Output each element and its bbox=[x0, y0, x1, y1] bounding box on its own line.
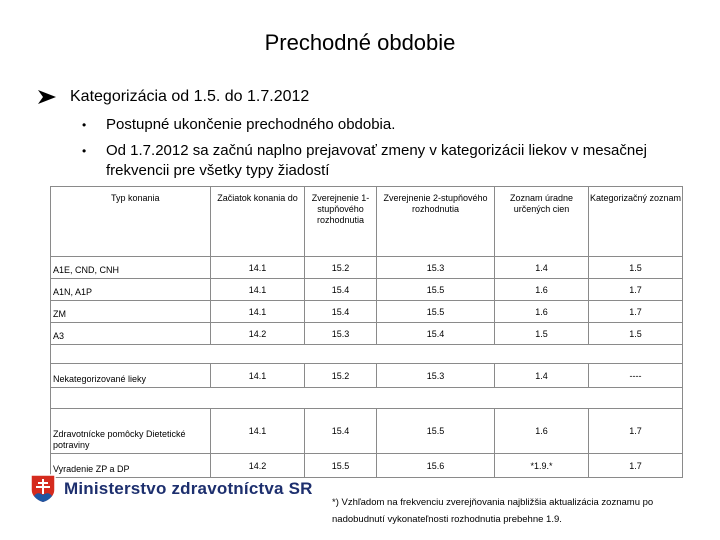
arrow-bullet-icon bbox=[38, 89, 56, 105]
table-row bbox=[51, 323, 683, 345]
spacer-cell bbox=[51, 388, 683, 409]
cell: 15.2 bbox=[305, 364, 377, 388]
table-row bbox=[51, 279, 683, 301]
cell: 14.1 bbox=[211, 257, 305, 279]
sub-bullet-1 bbox=[82, 115, 682, 135]
cell: 1.6 bbox=[495, 301, 589, 323]
header-start: Začiatok konania do bbox=[211, 187, 305, 257]
table-spacer-row bbox=[51, 345, 683, 364]
cell: 14.2 bbox=[211, 454, 305, 478]
table-row bbox=[51, 409, 683, 454]
cell: 15.3 bbox=[377, 364, 495, 388]
cell: 15.4 bbox=[377, 323, 495, 345]
cell: 1.5 bbox=[589, 257, 683, 279]
cell: 15.6 bbox=[377, 454, 495, 478]
row-label: A1E, CND, CNH bbox=[51, 257, 211, 279]
cell: 1.6 bbox=[495, 279, 589, 301]
cell: 15.5 bbox=[305, 454, 377, 478]
row-label: A1N, A1P bbox=[51, 279, 211, 301]
cell: 15.2 bbox=[305, 257, 377, 279]
row-label: ZM bbox=[51, 301, 211, 323]
cell: 15.4 bbox=[305, 301, 377, 323]
cell: 15.3 bbox=[305, 323, 377, 345]
main-bullet-text: Kategorizácia od 1.5. do 1.7.2012 bbox=[70, 88, 310, 105]
row-label: Zdravotnícke pomôcky Dietetické potraviny bbox=[51, 409, 211, 454]
page-title: Prechodné obdobie bbox=[264, 30, 456, 55]
row-label: Vyradenie ZP a DP bbox=[51, 454, 211, 478]
cell: 1.7 bbox=[589, 454, 683, 478]
cell: 15.4 bbox=[305, 409, 377, 454]
cell: ---- bbox=[589, 364, 683, 388]
cell: 14.1 bbox=[211, 279, 305, 301]
header-type: Typ konania bbox=[51, 187, 211, 257]
header-first-decision: Zverejnenie 1-stupňového rozhodnutia bbox=[305, 187, 377, 257]
table-row bbox=[51, 257, 683, 279]
categorization-table bbox=[50, 186, 683, 478]
cell: 1.4 bbox=[495, 257, 589, 279]
cell: 1.5 bbox=[589, 323, 683, 345]
sub-bullet-text: Postupné ukončenie prechodného obdobia. bbox=[106, 116, 396, 133]
cell: *1.9.* bbox=[495, 454, 589, 478]
main-bullet bbox=[38, 88, 309, 106]
footnote: *) Vzhľadom na frekvenciu zverejňovania najbližšia aktualizácia zoznamu po nadobudnutí vykonateľnosti rozhodnutia prebehne 1.9. bbox=[332, 497, 654, 525]
cell: 15.5 bbox=[377, 301, 495, 323]
sub-bullet-marker: • bbox=[82, 144, 87, 158]
cell: 1.7 bbox=[589, 301, 683, 323]
cell: 15.5 bbox=[377, 279, 495, 301]
cell: 15.3 bbox=[377, 257, 495, 279]
spacer-cell bbox=[51, 345, 683, 364]
table-row bbox=[51, 301, 683, 323]
cell: 15.5 bbox=[377, 409, 495, 454]
cell: 1.7 bbox=[589, 279, 683, 301]
cell: 1.6 bbox=[495, 409, 589, 454]
header-price-list: Zoznam úradne určených cien bbox=[495, 187, 589, 257]
row-label: Nekategorizované lieky bbox=[51, 364, 211, 388]
row-label: A3 bbox=[51, 323, 211, 345]
sub-bullet-2 bbox=[82, 141, 682, 181]
cell: 1.5 bbox=[495, 323, 589, 345]
sub-bullet-marker: • bbox=[82, 118, 87, 132]
table-spacer-row bbox=[51, 388, 683, 409]
cell: 15.4 bbox=[305, 279, 377, 301]
sub-bullet-text: Od 1.7.2012 sa začnú naplno prejavovať zmeny v kategorizácii liekov v mesačnej frekvencii pre všetky typy žiadostí bbox=[106, 142, 647, 179]
ministry-name: Ministerstvo zdravotníctva SR bbox=[64, 479, 313, 498]
cell: 14.1 bbox=[211, 364, 305, 388]
slovak-coat-of-arms-icon bbox=[30, 474, 56, 504]
cell: 14.1 bbox=[211, 409, 305, 454]
cell: 14.2 bbox=[211, 323, 305, 345]
table-row bbox=[51, 364, 683, 388]
cell: 14.1 bbox=[211, 301, 305, 323]
header-second-decision: Zverejnenie 2-stupňového rozhodnutia bbox=[377, 187, 495, 257]
table-header-row bbox=[51, 187, 683, 257]
ministry-logo bbox=[30, 474, 313, 504]
cell: 1.4 bbox=[495, 364, 589, 388]
cell: 1.7 bbox=[589, 409, 683, 454]
header-category-list: Kategorizačný zoznam bbox=[589, 187, 683, 257]
